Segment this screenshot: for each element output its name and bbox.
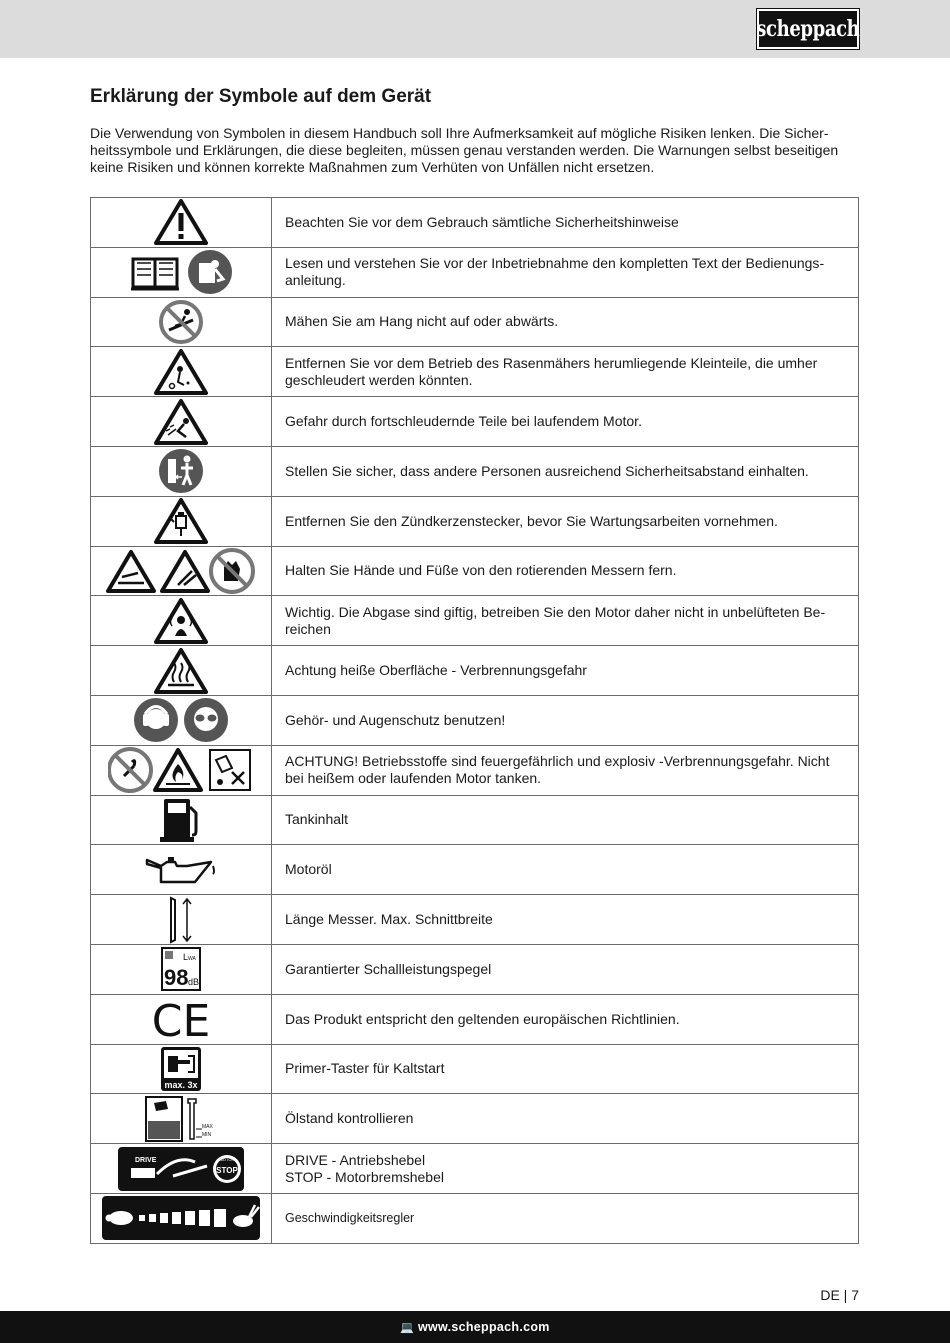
table-row <box>91 745 859 795</box>
brand-logo <box>757 9 859 49</box>
symbol-description <box>272 1144 859 1194</box>
symbol-cell <box>91 845 272 895</box>
symbol-cell <box>91 496 272 546</box>
page-title: Erklärung der Symbole auf dem Gerät <box>90 86 432 107</box>
lwa-label: LWA <box>183 952 196 963</box>
symbol-cell <box>91 247 272 297</box>
footer-band <box>0 1311 950 1343</box>
symbol-cell <box>91 596 272 646</box>
table-row <box>91 546 859 596</box>
stop-description: STOP - Motorbremshebel <box>285 1168 444 1185</box>
symbol-description: Motoröl <box>272 845 859 895</box>
table-row <box>91 247 859 297</box>
general-warning-icon <box>154 199 208 245</box>
symbol-cell <box>91 1144 272 1194</box>
flying-parts-icon <box>154 399 208 445</box>
symbol-description: ACHTUNG! Betriebsstoffe sind feuergefährlich und explosiv -Verbrennungsgefahr. Nicht bei heißem oder laufenden Motor tanken. <box>272 745 859 795</box>
symbol-description: Beachten Sie vor dem Gebrauch sämtliche Sicherheitshinweise <box>272 198 859 248</box>
symbol-description: Länge Messer. Max. Schnittbreite <box>272 895 859 945</box>
table-row <box>91 1094 859 1144</box>
table-row <box>91 944 859 994</box>
symbol-description: Wichtig. Die Abgase sind giftig, betreiben Sie den Motor daher nicht in unbelüfteten Bereichen <box>272 596 859 646</box>
rotating-blades-icon <box>106 547 256 595</box>
blade-length-icon <box>161 896 201 944</box>
symbol-description: Ölstand kontrollieren <box>272 1094 859 1144</box>
symbol-description: Primer-Taster für Kaltstart <box>272 1044 859 1094</box>
symbols-table <box>90 197 859 1244</box>
hot-surface-icon <box>154 648 208 694</box>
fire-hazard-icon <box>108 746 254 794</box>
table-row <box>91 695 859 745</box>
safety-distance-icon <box>157 447 205 495</box>
db-value: 98 <box>164 965 189 991</box>
symbol-cell <box>91 795 272 845</box>
fuel-pump-icon <box>158 797 204 843</box>
symbol-cell <box>91 1044 272 1094</box>
drive-label: DRIVE <box>135 1156 157 1164</box>
symbol-description: Stellen Sie sicher, dass andere Personen ausreichend Sicherheitsabstand einhalten. <box>272 446 859 496</box>
brand-name: scheppach <box>756 16 860 42</box>
symbol-cell <box>91 895 272 945</box>
symbol-cell <box>91 994 272 1044</box>
stop-label: STOP <box>216 1165 238 1175</box>
symbol-description: Tankinhalt <box>272 795 859 845</box>
ce-mark-icon <box>151 998 211 1040</box>
symbol-cell <box>91 446 272 496</box>
table-row <box>91 845 859 895</box>
oil-min-label: MIN <box>202 1131 212 1138</box>
symbol-cell <box>91 646 272 696</box>
drive-description: DRIVE - Antriebshebel <box>285 1151 426 1168</box>
spark-plug-icon <box>154 498 208 544</box>
primer-icon <box>160 1046 202 1092</box>
symbol-cell <box>91 546 272 596</box>
table-row <box>91 646 859 696</box>
ear-eye-protection-icon <box>133 697 229 743</box>
symbol-description: Das Produkt entspricht den geltenden europäischen Richtlinien. <box>272 994 859 1044</box>
remove-debris-icon <box>154 349 208 395</box>
read-manual-icon <box>129 249 233 295</box>
ce-mark-text: CE <box>151 998 211 1041</box>
symbol-cell <box>91 1193 272 1243</box>
symbol-description: Entfernen Sie vor dem Betrieb des Rasenmähers herumliegende Kleinteile, die umher geschleudert werden könnten. <box>272 347 859 397</box>
table-row <box>91 347 859 397</box>
symbol-cell <box>91 944 272 994</box>
oil-max-label: MAX <box>202 1123 213 1130</box>
speed-regulator-icon <box>101 1195 261 1241</box>
motor-label: MOTOR <box>219 1156 235 1162</box>
sound-power-icon <box>161 947 201 991</box>
page-number: DE | 7 <box>820 1287 859 1303</box>
symbol-cell <box>91 198 272 248</box>
symbol-cell <box>91 695 272 745</box>
oil-can-icon <box>141 852 221 888</box>
symbol-cell <box>91 397 272 447</box>
no-slope-mowing-icon <box>157 298 205 346</box>
table-row <box>91 297 859 347</box>
table-row <box>91 496 859 546</box>
symbol-description: Garantierter Schallleistungspegel <box>272 944 859 994</box>
table-row <box>91 795 859 845</box>
symbol-description: Entfernen Sie den Zündkerzenstecker, bevor Sie Wartungsarbeiten vornehmen. <box>272 496 859 546</box>
website-link[interactable]: www.scheppach.com <box>417 1320 550 1334</box>
table-row <box>91 596 859 646</box>
table-row <box>91 1144 859 1194</box>
table-row <box>91 994 859 1044</box>
table-row <box>91 1044 859 1094</box>
symbol-cell <box>91 347 272 397</box>
symbol-cell <box>91 745 272 795</box>
symbol-description: Lesen und verstehen Sie vor der Inbetriebnahme den kompletten Text der Bedienungsanleitung. <box>272 247 859 297</box>
symbol-description: Halten Sie Hände und Füße von den rotierenden Messern fern. <box>272 546 859 596</box>
symbol-description: Mähen Sie am Hang nicht auf oder abwärts. <box>272 297 859 347</box>
oil-level-icon <box>144 1095 218 1143</box>
primer-count-label: max. 3x <box>164 1079 198 1090</box>
symbol-cell <box>91 297 272 347</box>
computer-icon: 💻 <box>400 1321 414 1334</box>
symbol-description: Gefahr durch fortschleudernde Teile bei laufendem Motor. <box>272 397 859 447</box>
table-row <box>91 446 859 496</box>
symbol-description: Achtung heiße Oberfläche - Verbrennungsgefahr <box>272 646 859 696</box>
table-row <box>91 198 859 248</box>
symbol-description: Gehör- und Augenschutz benutzen! <box>272 695 859 745</box>
db-unit: dB <box>188 977 200 988</box>
table-row <box>91 1193 859 1243</box>
symbol-cell <box>91 1094 272 1144</box>
intro-paragraph: Die Verwendung von Symbolen in diesem Handbuch soll Ihre Aufmerksamkeit auf mögliche Risiken lenken. Die Sicherheitssymbole und Erklärungen, die diese begleiten, müssen genau verstanden werden. Die Warnungen selbst beseitigen keine Risiken und können korrekte Maßnahmen zum Verhüten von Unfällen nicht ersetzen. <box>90 125 839 175</box>
toxic-fumes-icon <box>154 598 208 644</box>
table-row <box>91 397 859 447</box>
drive-stop-lever-icon <box>117 1146 245 1192</box>
table-row <box>91 895 859 945</box>
symbol-description: Geschwindigkeitsregler <box>272 1193 859 1243</box>
